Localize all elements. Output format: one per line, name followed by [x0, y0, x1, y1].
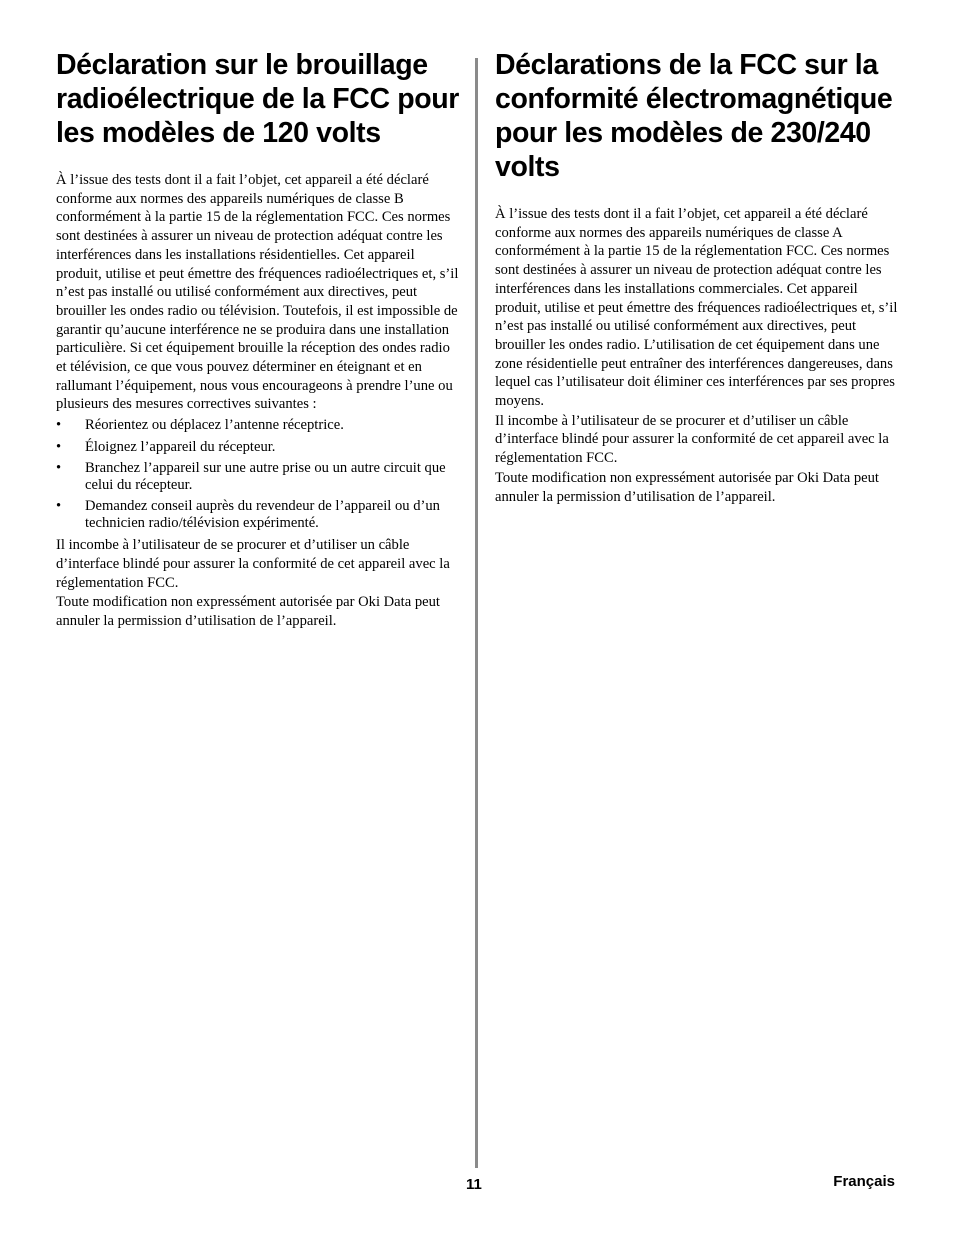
- left-heading: Déclaration sur le brouillage radioélectrique de la FCC pour les modèles de 120 volts: [56, 49, 459, 149]
- list-item-text: Branchez l’appareil sur une autre prise ou un autre circuit que celui du récepteur.: [85, 460, 446, 493]
- list-item: [56, 498, 460, 531]
- list-item-text: Éloignez l’appareil du récepteur.: [85, 438, 276, 455]
- list-item-text: Réorientez ou déplacez l’antenne réceptrice.: [85, 417, 344, 434]
- list-item-text: Demandez conseil auprès du revendeur de l’appareil ou d’un technicien radio/télévision expérimenté.: [85, 498, 440, 531]
- bullet-icon: •: [56, 460, 62, 477]
- left-intro-paragraph: À l’issue des tests dont il a fait l’objet, cet appareil a été déclaré conforme aux normes des appareils numériques de classe B conformément à la partie 15 de la réglementation FCC. Ces normes sont destinées à assurer un niveau de protection adéquat contre les interférences dans les installations résidentielles. Cet appareil produit, utilise et peut émettre des fréquences radioélectriques et, s’il n’est pas installé ou utilisé conformément aux directives, peut brouiller les ondes radio ou télévision. Toutefois, il est impossible de garantir qu’aucune interférence ne se produira dans une installation particulière. Si cet équipement brouille la réception des ondes radio et télévision, ce que vous pouvez déterminer en éteignant et en rallumant l’équipement, nous vous encourageons à prendre l’une ou plusieurs des mesures correctives suivantes :: [56, 172, 459, 413]
- right-modification-paragraph: Toute modification non expressément autorisée par Oki Data peut annuler la permission d’utilisation de l’appareil.: [495, 469, 879, 505]
- page-number: 11: [466, 1176, 482, 1193]
- language-label: Français: [833, 1173, 895, 1190]
- list-item: [56, 439, 460, 456]
- corrective-measures-list: [56, 417, 460, 531]
- right-intro-paragraph: À l’issue des tests dont il a fait l’objet, cet appareil a été déclaré conforme aux normes des appareils numériques de classe A conformément à la partie 15 de la réglementation FCC. Ces normes sont destinées à assurer un niveau de protection adéquat contre les interférences dans les installations commerciales. Cet appareil produit, utilise et peut émettre des fréquences radioélectriques et, s’il n’est pas installé ou utilisé conformément aux directives, peut brouiller les ondes radio. L’utilisation de cet équipement dans une zone résidentielle peut entraîner des interférences dangereuses, dans lequel cas l’utilisateur doit éliminer ces interférences par ses propres moyens.: [495, 206, 898, 410]
- list-item: [56, 460, 460, 493]
- right-cable-paragraph: Il incombe à l’utilisateur de se procurer et d’utiliser un câble d’interface blindé pour assurer la conformité de cet appareil avec la réglementation FCC.: [495, 412, 889, 467]
- right-column: [495, 48, 900, 506]
- bullet-icon: •: [56, 438, 62, 455]
- left-column: [56, 48, 460, 631]
- left-cable-paragraph: Il incombe à l’utilisateur de se procurer et d’utiliser un câble d’interface blindé pour assurer la conformité de cet appareil avec la réglementation FCC.: [56, 537, 450, 591]
- right-heading: Déclarations de la FCC sur la conformité électromagnétique pour les modèles de 230/240 volts: [495, 49, 893, 183]
- column-divider: [475, 58, 478, 1168]
- bullet-icon: •: [56, 417, 62, 434]
- left-modification-paragraph: Toute modification non expressément autorisée par Oki Data peut annuler la permission d’utilisation de l’appareil.: [56, 594, 440, 629]
- list-item: [56, 417, 460, 434]
- bullet-icon: •: [56, 498, 62, 515]
